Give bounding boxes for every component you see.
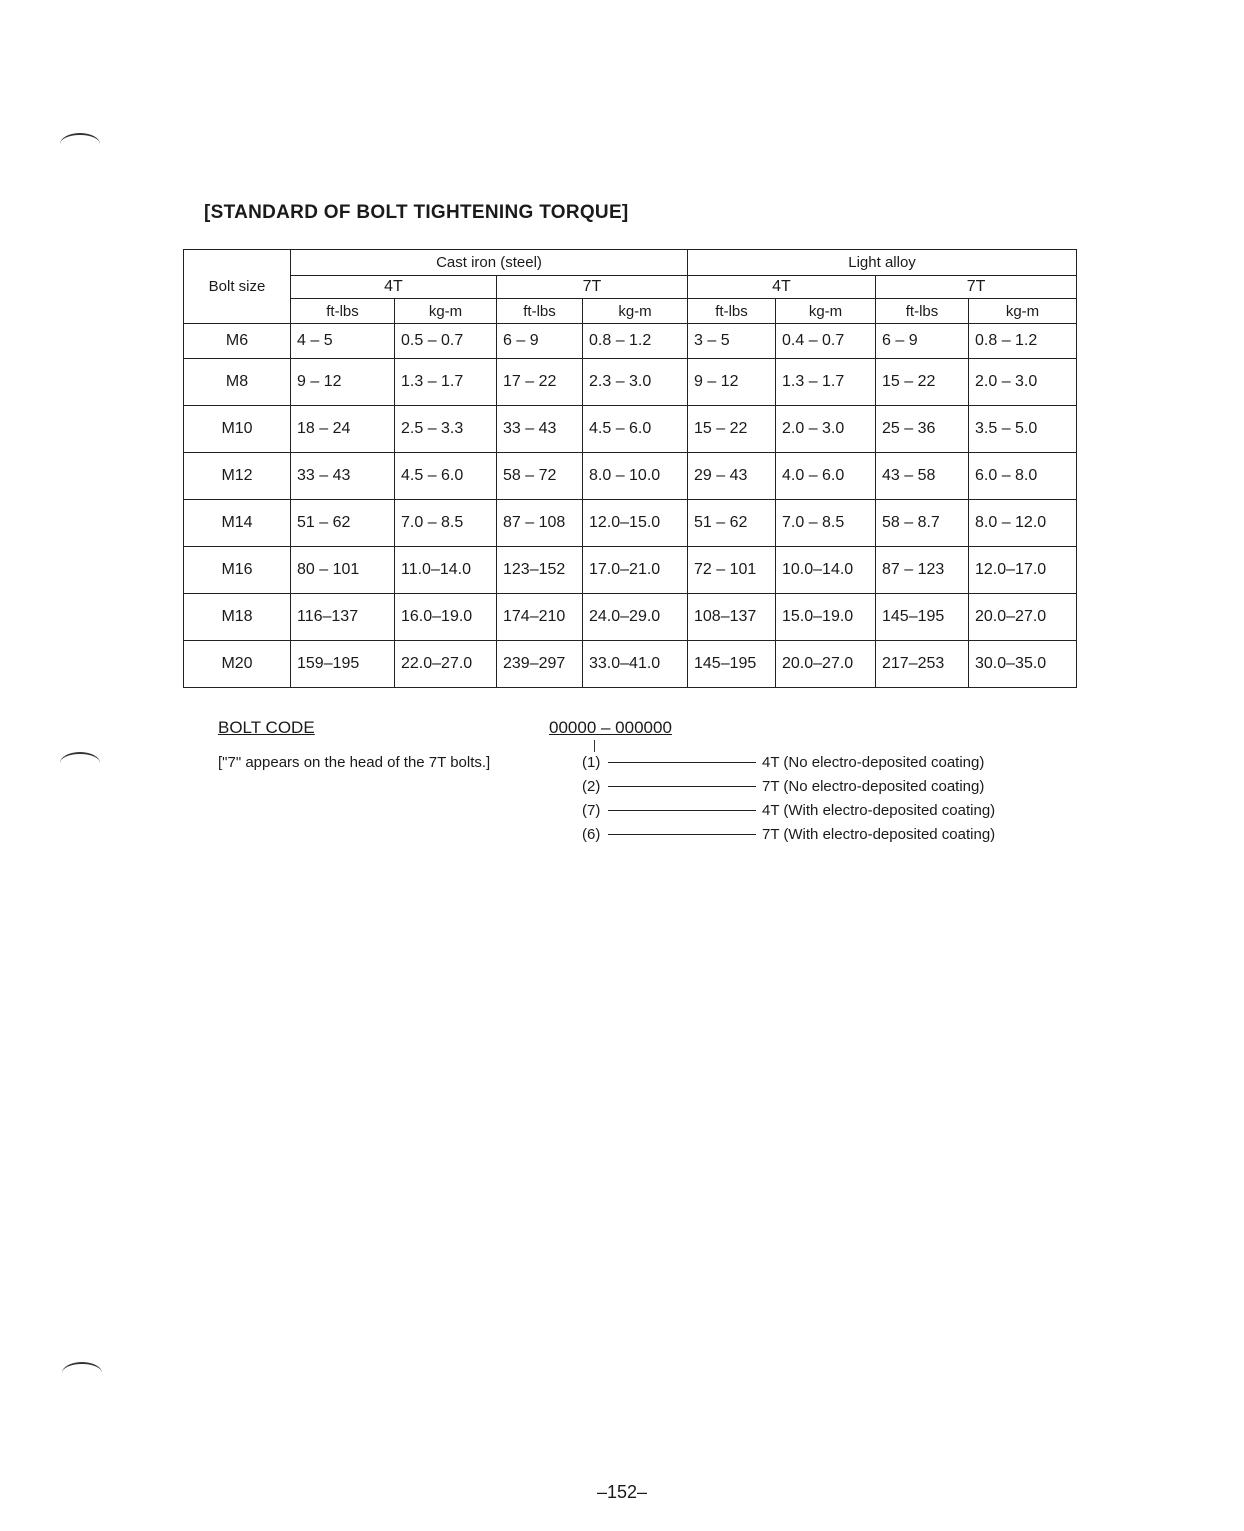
torque-value-cell: 15 – 22 [688, 406, 776, 453]
torque-value-cell: 30.0–35.0 [969, 641, 1077, 688]
bolt-size-cell: M10 [184, 406, 291, 453]
page-number: –152– [596, 1482, 648, 1502]
torque-value-cell: 33.0–41.0 [583, 641, 688, 688]
torque-value-cell: 4.5 – 6.0 [583, 406, 688, 453]
torque-value-cell: 87 – 123 [876, 547, 969, 594]
header-row-groups [184, 250, 1077, 276]
bolt-size-header: Bolt size [184, 250, 291, 324]
header-row-units [184, 299, 1077, 324]
torque-value-cell: 8.0 – 10.0 [583, 453, 688, 500]
torque-table [183, 249, 1077, 688]
legend-leader-line [608, 810, 756, 811]
bolt-size-cell: M20 [184, 641, 291, 688]
legend-desc: 4T (With electro-deposited coating) [762, 801, 996, 819]
binder-hole-mark [60, 752, 100, 774]
torque-value-cell: 6 – 9 [876, 324, 969, 359]
torque-value-cell: 145–195 [876, 594, 969, 641]
torque-value-cell: 17.0–21.0 [583, 547, 688, 594]
bolt-size-cell: M8 [184, 359, 291, 406]
legend-item [582, 750, 995, 774]
torque-value-cell: 7.0 – 8.5 [395, 500, 497, 547]
legend-item [582, 774, 995, 798]
torque-value-cell: 33 – 43 [497, 406, 583, 453]
bolt-code-format: 00000 – 000000 [549, 718, 672, 737]
torque-value-cell: 51 – 62 [688, 500, 776, 547]
torque-value-cell: 116–137 [291, 594, 395, 641]
unit-header: kg-m [395, 299, 497, 324]
bolt-size-cell: M14 [184, 500, 291, 547]
torque-value-cell: 1.3 – 1.7 [395, 359, 497, 406]
torque-value-cell: 20.0–27.0 [776, 641, 876, 688]
torque-value-cell: 0.8 – 1.2 [583, 324, 688, 359]
torque-value-cell: 2.0 – 3.0 [969, 359, 1077, 406]
group-header-light-alloy: Light alloy [688, 250, 1077, 276]
torque-value-cell: 1.3 – 1.7 [776, 359, 876, 406]
torque-value-cell: 4.0 – 6.0 [776, 453, 876, 500]
legend-code: (1) [582, 753, 601, 771]
legend-item [582, 822, 995, 846]
legend-code: (7) [582, 801, 601, 819]
unit-header: ft-lbs [497, 299, 583, 324]
bolt-code-note: ["7" appears on the head of the 7T bolts.] [218, 754, 491, 771]
torque-value-cell: 2.0 – 3.0 [776, 406, 876, 453]
torque-value-cell: 239–297 [497, 641, 583, 688]
torque-value-cell: 72 – 101 [688, 547, 776, 594]
table-row [184, 641, 1077, 688]
torque-value-cell: 24.0–29.0 [583, 594, 688, 641]
torque-value-cell: 18 – 24 [291, 406, 395, 453]
torque-value-cell: 2.5 – 3.3 [395, 406, 497, 453]
table-row [184, 359, 1077, 406]
legend-code: (2) [582, 777, 601, 795]
group-header-cast-iron: Cast iron (steel) [291, 250, 688, 276]
legend-leader-line [608, 834, 756, 835]
torque-value-cell: 15.0–19.0 [776, 594, 876, 641]
torque-value-cell: 58 – 8.7 [876, 500, 969, 547]
table-row [184, 453, 1077, 500]
legend-leader-line [608, 786, 756, 787]
bolt-size-cell: M18 [184, 594, 291, 641]
bolt-size-cell: M6 [184, 324, 291, 359]
torque-value-cell: 6 – 9 [497, 324, 583, 359]
torque-value-cell: 4.5 – 6.0 [395, 453, 497, 500]
torque-value-cell: 15 – 22 [876, 359, 969, 406]
torque-value-cell: 10.0–14.0 [776, 547, 876, 594]
torque-value-cell: 145–195 [688, 641, 776, 688]
torque-value-cell: 22.0–27.0 [395, 641, 497, 688]
header-row-grades [184, 276, 1077, 299]
torque-value-cell: 80 – 101 [291, 547, 395, 594]
table-row [184, 547, 1077, 594]
binder-hole-mark [60, 133, 100, 155]
torque-value-cell: 17 – 22 [497, 359, 583, 406]
table-row [184, 406, 1077, 453]
torque-value-cell: 11.0–14.0 [395, 547, 497, 594]
torque-value-cell: 12.0–15.0 [583, 500, 688, 547]
unit-header: ft-lbs [291, 299, 395, 324]
bolt-size-cell: M16 [184, 547, 291, 594]
torque-value-cell: 33 – 43 [291, 453, 395, 500]
grade-header: 7T [876, 276, 1077, 299]
page-title: [STANDARD OF BOLT TIGHTENING TORQUE] [204, 202, 629, 223]
grade-header: 4T [688, 276, 876, 299]
bolt-code-legend [582, 750, 995, 846]
unit-header: kg-m [583, 299, 688, 324]
torque-value-cell: 217–253 [876, 641, 969, 688]
unit-header: kg-m [969, 299, 1077, 324]
grade-header: 4T [291, 276, 497, 299]
torque-value-cell: 3.5 – 5.0 [969, 406, 1077, 453]
legend-item [582, 798, 995, 822]
torque-value-cell: 29 – 43 [688, 453, 776, 500]
bolt-size-cell: M12 [184, 453, 291, 500]
unit-header: kg-m [776, 299, 876, 324]
torque-value-cell: 25 – 36 [876, 406, 969, 453]
torque-value-cell: 20.0–27.0 [969, 594, 1077, 641]
torque-value-cell: 159–195 [291, 641, 395, 688]
legend-code: (6) [582, 825, 601, 843]
torque-value-cell: 108–137 [688, 594, 776, 641]
legend-desc: 7T (With electro-deposited coating) [762, 825, 996, 843]
torque-value-cell: 3 – 5 [688, 324, 776, 359]
unit-header: ft-lbs [876, 299, 969, 324]
torque-value-cell: 0.5 – 0.7 [395, 324, 497, 359]
torque-value-cell: 123–152 [497, 547, 583, 594]
legend-leader-line [608, 762, 756, 763]
torque-value-cell: 0.4 – 0.7 [776, 324, 876, 359]
grade-header: 7T [497, 276, 688, 299]
torque-value-cell: 4 – 5 [291, 324, 395, 359]
torque-value-cell: 51 – 62 [291, 500, 395, 547]
unit-header: ft-lbs [688, 299, 776, 324]
torque-value-cell: 0.8 – 1.2 [969, 324, 1077, 359]
torque-value-cell: 7.0 – 8.5 [776, 500, 876, 547]
torque-value-cell: 174–210 [497, 594, 583, 641]
table-row [184, 594, 1077, 641]
binder-hole-mark [62, 1362, 102, 1384]
bolt-code-label: BOLT CODE [218, 718, 315, 737]
torque-value-cell: 12.0–17.0 [969, 547, 1077, 594]
torque-value-cell: 8.0 – 12.0 [969, 500, 1077, 547]
torque-value-cell: 2.3 – 3.0 [583, 359, 688, 406]
table-row [184, 324, 1077, 359]
torque-value-cell: 43 – 58 [876, 453, 969, 500]
torque-value-cell: 9 – 12 [688, 359, 776, 406]
table-row [184, 500, 1077, 547]
torque-value-cell: 9 – 12 [291, 359, 395, 406]
torque-value-cell: 16.0–19.0 [395, 594, 497, 641]
legend-desc: 7T (No electro-deposited coating) [762, 777, 985, 795]
torque-value-cell: 58 – 72 [497, 453, 583, 500]
legend-desc: 4T (No electro-deposited coating) [762, 753, 985, 771]
torque-value-cell: 6.0 – 8.0 [969, 453, 1077, 500]
torque-value-cell: 87 – 108 [497, 500, 583, 547]
